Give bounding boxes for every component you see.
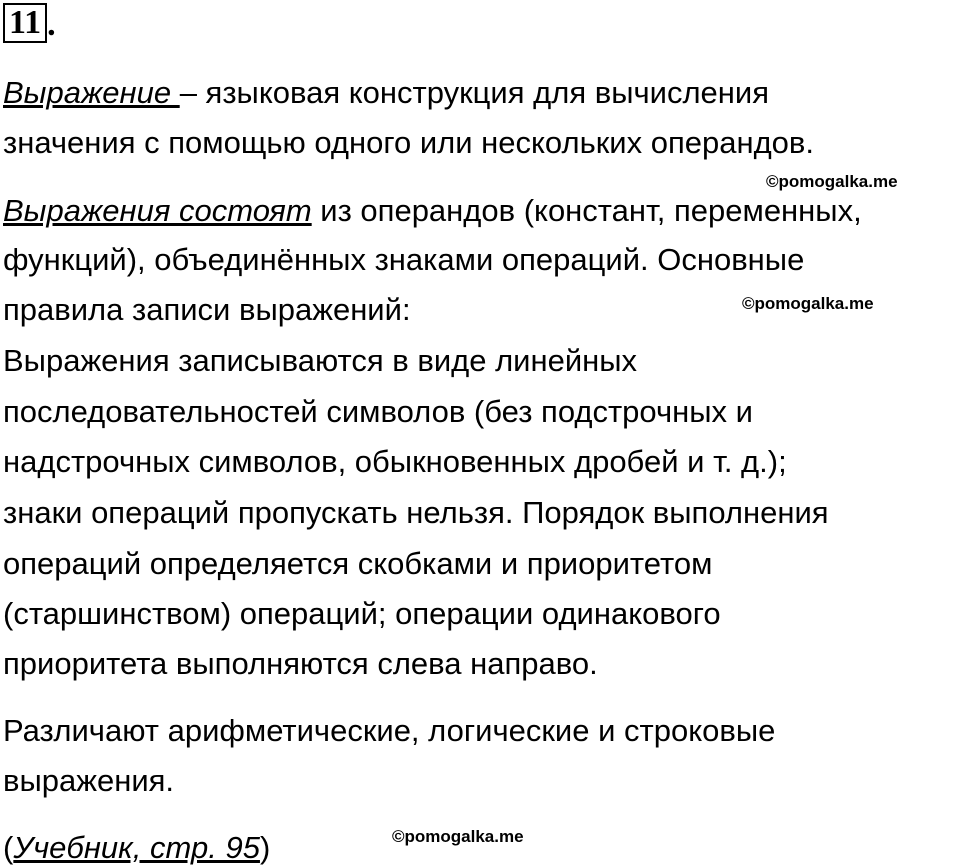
- rules-line-4: Выражения записываются в виде линейных: [3, 343, 638, 378]
- definition-text: – языковая конструкция для вычисления: [179, 75, 769, 110]
- rules-text: из операндов (констант, переменных,: [311, 193, 862, 228]
- rules-line-5: последовательностей символов (без подстрочных и: [3, 394, 753, 429]
- source-reference: [3, 829, 270, 867]
- textbook-reference: Учебник, стр. 95: [13, 830, 260, 865]
- term-expression: Выражение: [3, 75, 180, 110]
- term-expressions-consist: Выражения состоят: [3, 193, 312, 228]
- source-open-paren: (: [3, 830, 14, 865]
- watermark: ©pomogalka.me: [742, 294, 874, 313]
- types-line-1: Различают арифметические, логические и строковые: [3, 713, 776, 748]
- definition-line-2: значения с помощью одного или нескольких операндов.: [3, 125, 814, 160]
- types-line-2: выражения.: [3, 763, 175, 798]
- task-number: [3, 3, 56, 43]
- source-close-paren: ): [259, 830, 271, 865]
- watermark: ©pomogalka.me: [392, 827, 524, 846]
- task-number-box: 11: [3, 3, 47, 43]
- rules-line-8: операций определяется скобками и приоритетом: [3, 546, 713, 581]
- task-number-dot: .: [47, 6, 56, 43]
- definition-line-1: [3, 74, 769, 112]
- rules-line-7: знаки операций пропускать нельзя. Порядок выполнения: [3, 495, 829, 530]
- rules-line-6: надстрочных символов, обыкновенных дробей и т. д.);: [3, 444, 787, 479]
- rules-line-9: (старшинством) операций; операции одинакового: [3, 596, 721, 631]
- rules-line-2: функций), объединённых знаками операций. Основные: [3, 242, 805, 277]
- rules-line-3: правила записи выражений:: [3, 292, 411, 327]
- rules-line-1: [3, 192, 862, 230]
- rules-line-10: приоритета выполняются слева направо.: [3, 646, 598, 681]
- watermark: ©pomogalka.me: [766, 172, 898, 191]
